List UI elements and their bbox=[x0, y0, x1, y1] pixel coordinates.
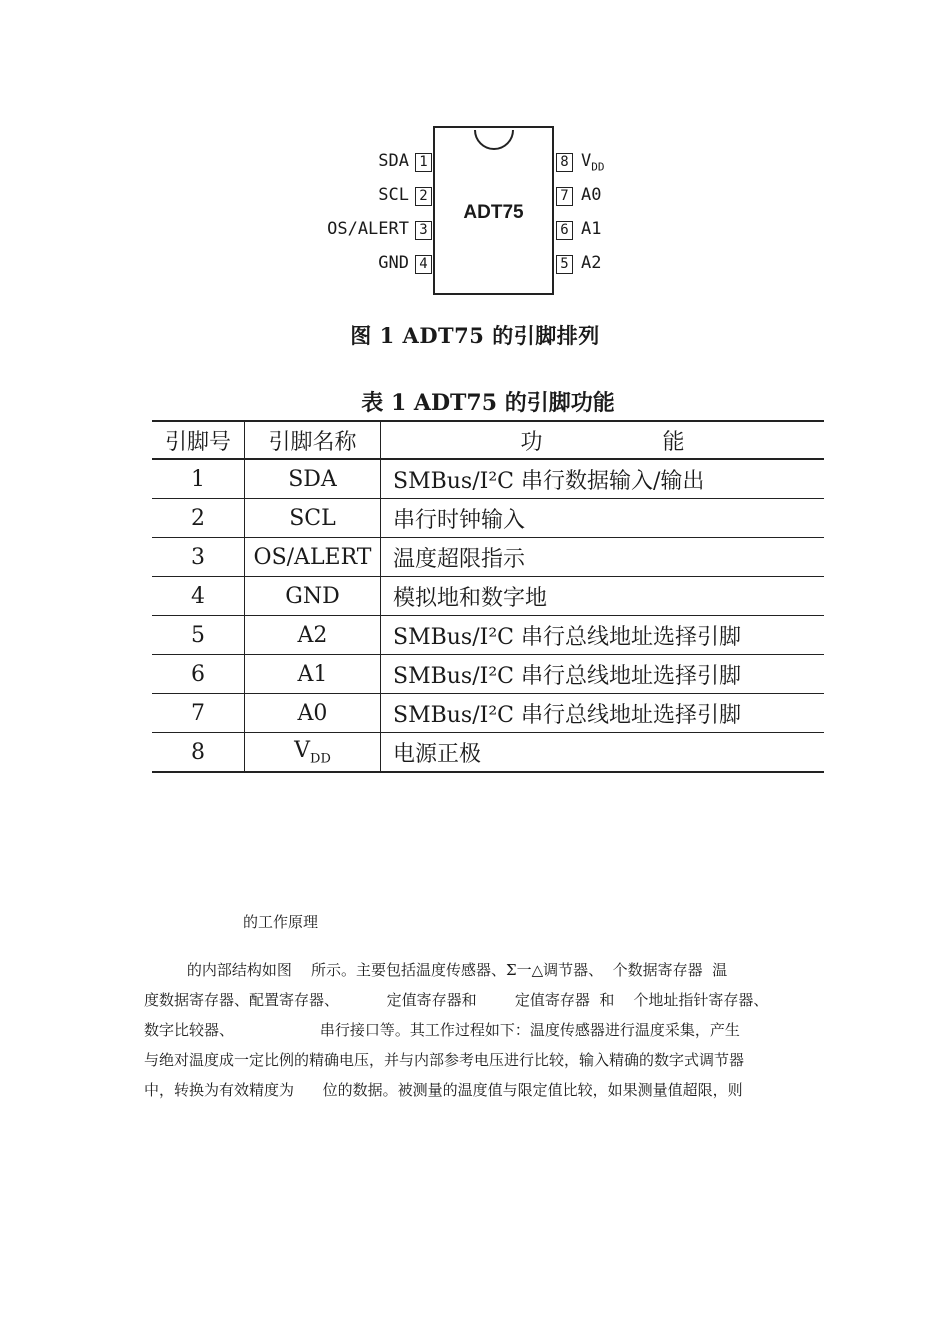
table-row bbox=[152, 499, 824, 538]
cell-function: 串行时钟输入 bbox=[381, 499, 825, 538]
cell-pin-number: 7 bbox=[152, 694, 245, 733]
header-function-a: 功 bbox=[520, 429, 543, 455]
body-line: 的内部结构如图 所示。主要包括温度传感器、Σ一△调节器、 个数据寄存器 温 bbox=[144, 961, 728, 979]
cell-pin-name: SCL bbox=[245, 499, 381, 538]
pin-label-gnd: GND bbox=[378, 253, 409, 273]
cell-pin-number: 3 bbox=[152, 538, 245, 577]
cell-pin-name: A1 bbox=[245, 655, 381, 694]
cell-function: SMBus/I²C 串行总线地址选择引脚 bbox=[381, 655, 825, 694]
table-row bbox=[152, 733, 824, 773]
pinout-figure bbox=[0, 0, 950, 360]
pin-label-a0: A0 bbox=[581, 185, 602, 205]
table-caption: 表 1 ADT75 的引脚功能 bbox=[361, 390, 615, 416]
pin-label-os-alert: OS/ALERT bbox=[327, 219, 409, 239]
pin-number-7: 7 bbox=[556, 187, 573, 206]
header-function-b: 能 bbox=[662, 429, 685, 455]
pin-number-3: 3 bbox=[415, 221, 432, 240]
body-line: 度数据寄存器、配置寄存器、 定值寄存器和 定值寄存器 和 个地址指针寄存器、 bbox=[144, 991, 769, 1009]
pin-label-a2: A2 bbox=[581, 253, 602, 273]
table-row bbox=[152, 577, 824, 616]
table-header-row bbox=[152, 421, 824, 459]
cell-pin-number: 8 bbox=[152, 733, 245, 773]
pin-number-4: 4 bbox=[415, 255, 432, 274]
pin-label-a1: A1 bbox=[581, 219, 602, 239]
header-pin-number: 引脚号 bbox=[152, 421, 245, 459]
body-line: 数字比较器、 串行接口等。其工作过程如下：温度传感器进行温度采集，产生 bbox=[144, 1021, 740, 1039]
pin-function-table bbox=[152, 420, 824, 773]
cell-function: 电源正极 bbox=[381, 733, 825, 773]
pin-label-vdd bbox=[581, 151, 605, 173]
cell-pin-name-sub: DD bbox=[310, 751, 331, 767]
chip-name: ADT75 bbox=[463, 202, 524, 223]
header-pin-name: 引脚名称 bbox=[245, 421, 381, 459]
cell-pin-name: SDA bbox=[245, 459, 381, 499]
pin-label-vdd-sub: DD bbox=[591, 160, 605, 174]
cell-pin-number: 6 bbox=[152, 655, 245, 694]
table-row bbox=[152, 459, 824, 499]
table-row bbox=[152, 538, 824, 577]
cell-function: 温度超限指示 bbox=[381, 538, 825, 577]
table-row bbox=[152, 655, 824, 694]
section-heading: 的工作原理 bbox=[243, 913, 319, 931]
cell-pin-name: OS/ALERT bbox=[245, 538, 381, 577]
pin-number-1: 1 bbox=[415, 153, 432, 172]
header-function bbox=[381, 421, 825, 459]
cell-pin-number: 5 bbox=[152, 616, 245, 655]
cell-pin-number: 1 bbox=[152, 459, 245, 499]
cell-pin-name: GND bbox=[245, 577, 381, 616]
pin-label-sda: SDA bbox=[378, 151, 409, 171]
pin-number-8: 8 bbox=[556, 153, 573, 172]
table-row bbox=[152, 616, 824, 655]
pin-number-5: 5 bbox=[556, 255, 573, 274]
pin-number-6: 6 bbox=[556, 221, 573, 240]
cell-function: 模拟地和数字地 bbox=[381, 577, 825, 616]
body-line: 中，转换为有效精度为 位的数据。被测量的温度值与限定值比较，如果测量值超限，则 bbox=[144, 1081, 743, 1099]
figure-caption: 图 1 ADT75 的引脚排列 bbox=[350, 323, 600, 348]
cell-function: SMBus/I²C 串行数据输入/输出 bbox=[381, 459, 825, 499]
pin-number-2: 2 bbox=[415, 187, 432, 206]
pin-label-vdd-main: V bbox=[581, 151, 592, 171]
cell-pin-name-main: V bbox=[294, 737, 311, 763]
cell-pin-name bbox=[245, 733, 381, 773]
chip-notch bbox=[474, 110, 514, 150]
cell-function: SMBus/I²C 串行总线地址选择引脚 bbox=[381, 694, 825, 733]
body-line: 与绝对温度成一定比例的精确电压，并与内部参考电压进行比较，输入精确的数字式调节器 bbox=[144, 1051, 745, 1069]
cell-pin-name: A0 bbox=[245, 694, 381, 733]
body-paragraph bbox=[144, 955, 812, 1105]
cell-pin-number: 2 bbox=[152, 499, 245, 538]
cell-pin-name: A2 bbox=[245, 616, 381, 655]
cell-function: SMBus/I²C 串行总线地址选择引脚 bbox=[381, 616, 825, 655]
pin-label-scl: SCL bbox=[378, 185, 409, 205]
cell-pin-number: 4 bbox=[152, 577, 245, 616]
table-row bbox=[152, 694, 824, 733]
